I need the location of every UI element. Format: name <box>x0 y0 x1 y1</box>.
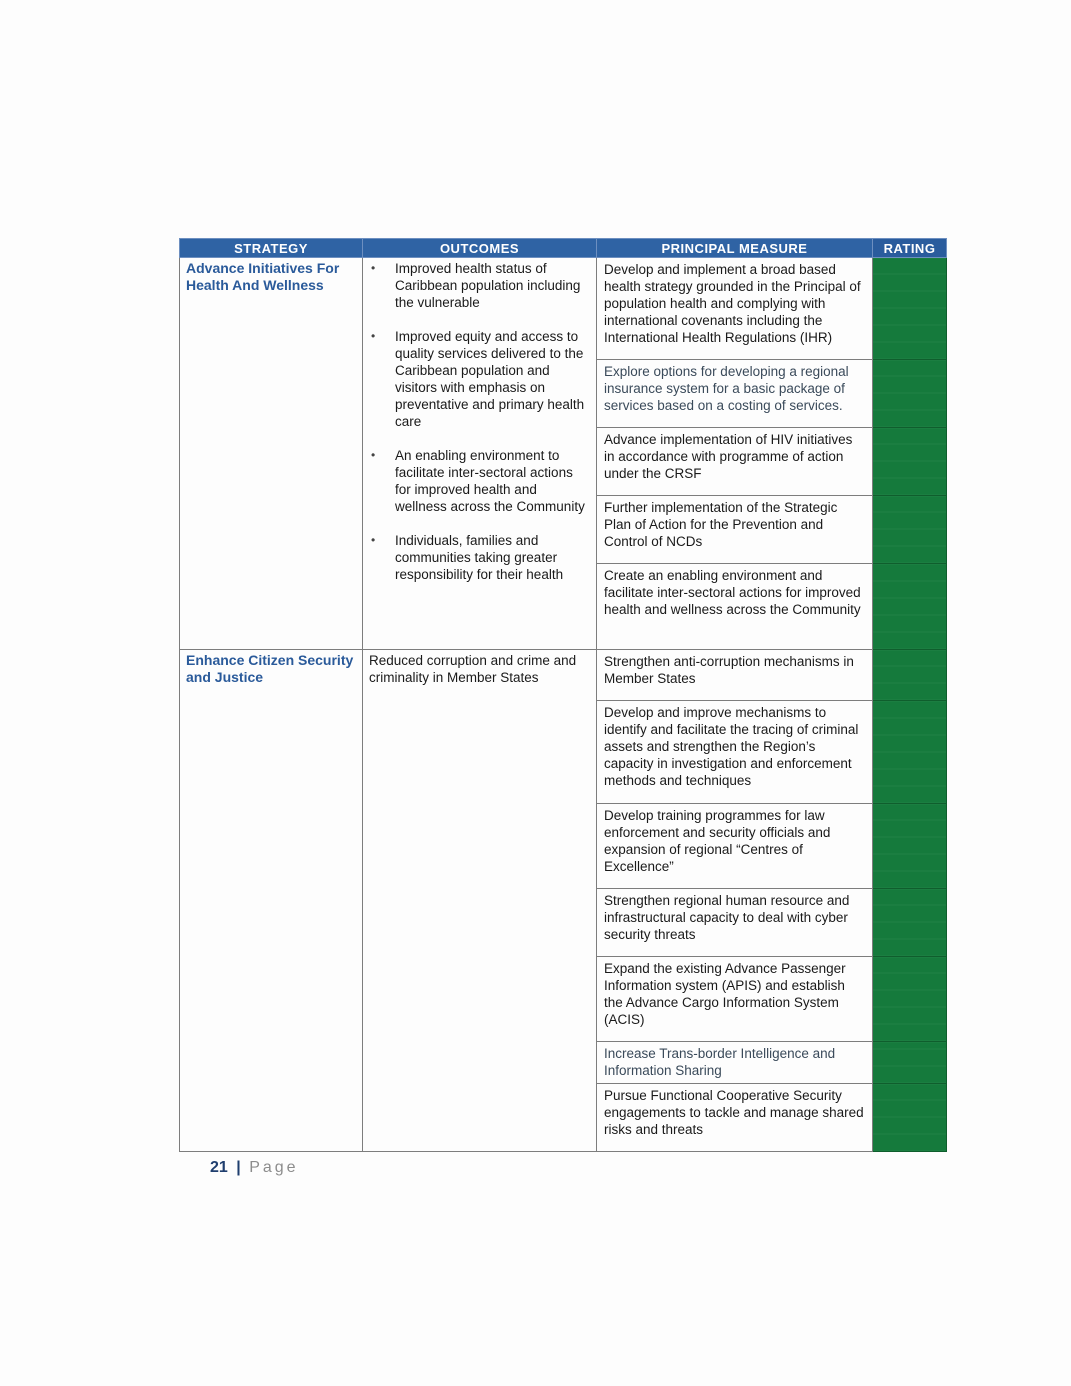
rating-cell <box>873 1084 947 1152</box>
measure-cell: Strengthen anti-corruption mechanisms in Member States <box>597 650 873 701</box>
measure-cell: Develop and improve mechanisms to identify and facilitate the tracing of criminal assets and strengthen the Region’s capacity in investigation and enforcement methods and techniques <box>597 701 873 804</box>
measure-cell: Explore options for developing a regional insurance system for a basic package of services based on a costing of services. <box>597 360 873 428</box>
measure-cell: Expand the existing Advance Passenger Information system (APIS) and establish the Advance Cargo Information System (ACIS) <box>597 957 873 1042</box>
rating-cell <box>873 701 947 804</box>
outcome-list <box>369 260 590 583</box>
strategy-matrix-table <box>179 238 947 1152</box>
strategy-citizen-security: Enhance Citizen Security and Justice <box>180 650 363 1152</box>
page-footer <box>210 1159 299 1177</box>
header-strategy: STRATEGY <box>180 239 363 258</box>
measure-cell: Pursue Functional Cooperative Security engagements to tackle and manage shared risks and threats <box>597 1084 873 1152</box>
rating-cell <box>873 564 947 650</box>
measure-cell: Develop and implement a broad based health strategy grounded in the Principal of population health and complying with international covenants including the International Health Regulations (IHR) <box>597 258 873 360</box>
outcome-item: • Improved health status of Caribbean population including the vulnerable <box>369 260 590 311</box>
measure-cell: Create an enabling environment and facilitate inter-sectoral actions for improved health and wellness across the Community <box>597 564 873 650</box>
header-outcomes: OUTCOMES <box>363 239 597 258</box>
measure-cell: Develop training programmes for law enforcement and security officials and expansion of regional “Centres of Excellence” <box>597 804 873 889</box>
rating-cell <box>873 1042 947 1084</box>
rating-cell <box>873 650 947 701</box>
outcomes-health-wellness <box>363 258 597 650</box>
measure-cell: Advance implementation of HIV initiatives in accordance with programme of action under the CRSF <box>597 428 873 496</box>
measure-cell: Strengthen regional human resource and infrastructural capacity to deal with cyber security threats <box>597 889 873 957</box>
rating-cell <box>873 957 947 1042</box>
header-rating: RATING <box>873 239 947 258</box>
rating-cell <box>873 258 947 360</box>
table-row <box>180 650 947 701</box>
table-header-row <box>180 239 947 258</box>
rating-cell <box>873 496 947 564</box>
rating-cell <box>873 889 947 957</box>
outcome-item: • An enabling environment to facilitate inter-sectoral actions for improved health and wellness across the Community <box>369 447 590 515</box>
page-number: 21 <box>210 1159 228 1176</box>
rating-cell <box>873 804 947 889</box>
measure-cell: Further implementation of the Strategic Plan of Action for the Prevention and Control of NCDs <box>597 496 873 564</box>
rating-cell <box>873 360 947 428</box>
measure-cell: Increase Trans-border Intelligence and Information Sharing <box>597 1042 873 1084</box>
table-row <box>180 258 947 360</box>
header-principal-measure: PRINCIPAL MEASURE <box>597 239 873 258</box>
strategy-health-wellness: Advance Initiatives For Health And Wellness <box>180 258 363 650</box>
outcome-item: • Individuals, families and communities taking greater responsibility for their health <box>369 532 590 583</box>
outcome-item: • Improved equity and access to quality services delivered to the Caribbean population and visitors with emphasis on preventative and primary health care <box>369 328 590 430</box>
outcomes-citizen-security: Reduced corruption and crime and criminality in Member States <box>363 650 597 1152</box>
page-label: Page <box>249 1159 299 1176</box>
footer-separator: | <box>236 1159 241 1176</box>
rating-cell <box>873 428 947 496</box>
